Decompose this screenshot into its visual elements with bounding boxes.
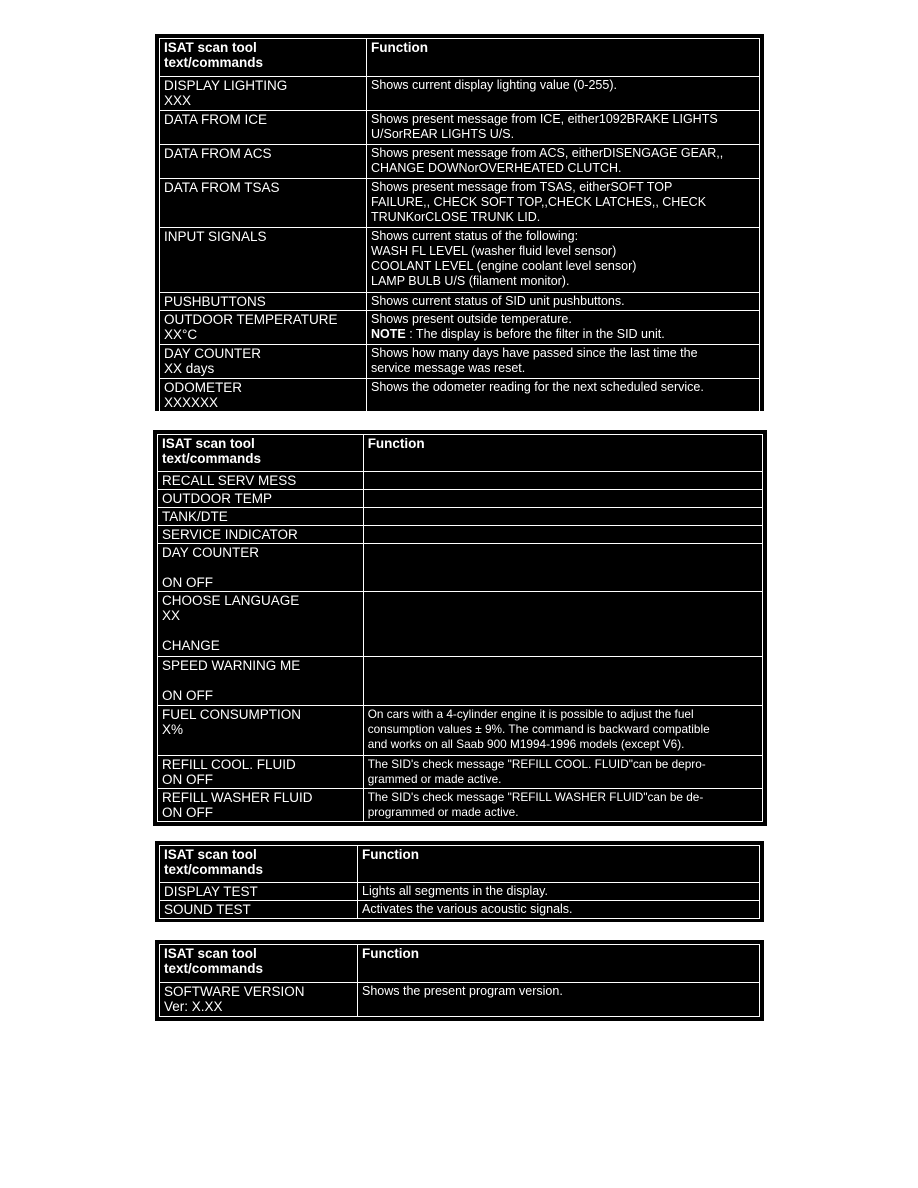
note-text: : The display is before the filter in the SID unit.	[405, 327, 665, 341]
command-cell: FUEL CONSUMPTION X%	[158, 705, 364, 755]
table-row	[160, 982, 760, 1016]
function-cell: On cars with a 4-cylinder engine it is possible to adjust the fuel consumption values ± 9%. The command is backward compatible and works on all Saab 900 M1994-1996 models (except V6).	[363, 705, 762, 755]
table-row	[158, 755, 763, 788]
function-cell: The SID's check message "REFILL WASHER FLUID"can be de- programmed or made active.	[363, 788, 762, 821]
command-cell: REFILL COOL. FLUID ON OFF	[158, 755, 364, 788]
scan-tool-table-3	[155, 841, 764, 922]
table-row	[160, 77, 760, 111]
command-cell: ODOMETER XXXXXX	[160, 379, 367, 413]
table-row	[158, 705, 763, 755]
table-row	[160, 293, 760, 311]
table-row	[158, 788, 763, 821]
header-command-cell: ISAT scan tool text/commands	[160, 846, 358, 883]
function-cell: Lights all segments in the display.	[358, 883, 760, 901]
function-cell	[363, 490, 762, 508]
table-row	[160, 345, 760, 379]
function-cell	[363, 526, 762, 544]
header-command-cell: ISAT scan tool text/commands	[160, 39, 367, 77]
command-cell: DISPLAY TEST	[160, 883, 358, 901]
function-cell: Shows the present program version.	[358, 982, 760, 1016]
note-label: NOTE	[371, 327, 406, 341]
function-cell	[363, 657, 762, 705]
command-cell: DATA FROM ACS	[160, 145, 367, 179]
table-row	[160, 311, 760, 345]
function-cell	[363, 592, 762, 657]
command-cell: DAY COUNTER ON OFF	[158, 544, 364, 592]
header-function-cell: Function	[367, 39, 760, 77]
command-cell: DATA FROM TSAS	[160, 179, 367, 228]
command-cell: PUSHBUTTONS	[160, 293, 367, 311]
function-cell: Shows present message from ACS, eitherDISENGAGE GEAR,, CHANGE DOWNorOVERHEATED CLUTCH.	[367, 145, 760, 179]
table-row	[160, 179, 760, 228]
command-cell: REFILL WASHER FLUID ON OFF	[158, 788, 364, 821]
function-cell: Shows current status of SID unit pushbuttons.	[367, 293, 760, 311]
table-row	[158, 508, 763, 526]
table-header-row	[160, 945, 760, 983]
function-cell: Shows present message from TSAS, eitherSOFT TOP FAILURE,, CHECK SOFT TOP,,CHECK LATCHES,, CHECK TRUNKorCLOSE TRUNK LID.	[367, 179, 760, 228]
scan-tool-table-1	[155, 34, 764, 411]
function-cell: Shows current display lighting value (0-255).	[367, 77, 760, 111]
table-header-row	[158, 435, 763, 472]
function-cell	[363, 508, 762, 526]
command-cell: SERVICE INDICATOR	[158, 526, 364, 544]
table-header-row	[160, 39, 760, 77]
command-cell: DATA FROM ICE	[160, 111, 367, 145]
command-cell: OUTDOOR TEMP	[158, 490, 364, 508]
command-cell: TANK/DTE	[158, 508, 364, 526]
table-row	[160, 883, 760, 901]
command-cell: INPUT SIGNALS	[160, 228, 367, 293]
function-cell	[363, 472, 762, 490]
table-row	[158, 472, 763, 490]
function-cell	[363, 544, 762, 592]
command-cell: RECALL SERV MESS	[158, 472, 364, 490]
function-cell: Shows present message from ICE, either1092BRAKE LIGHTS U/SorREAR LIGHTS U/S.	[367, 111, 760, 145]
header-command-cell: ISAT scan tool text/commands	[160, 945, 358, 983]
command-cell: SOFTWARE VERSION Ver: X.XX	[160, 982, 358, 1016]
table-row	[158, 526, 763, 544]
header-function-cell: Function	[358, 846, 760, 883]
command-cell: OUTDOOR TEMPERATURE XX°C	[160, 311, 367, 345]
scan-tool-table-2	[153, 430, 767, 826]
command-cell: DAY COUNTER XX days	[160, 345, 367, 379]
command-cell: SPEED WARNING ME ON OFF	[158, 657, 364, 705]
scan-tool-table-4	[155, 940, 764, 1021]
table-row	[160, 901, 760, 919]
table-row	[160, 145, 760, 179]
function-cell: Shows how many days have passed since the last time the service message was reset.	[367, 345, 760, 379]
function-cell: Shows present outside temperature. NOTE : The display is before the filter in the SID unit.	[367, 311, 760, 345]
header-command-cell: ISAT scan tool text/commands	[158, 435, 364, 472]
table-row	[160, 111, 760, 145]
function-cell: The SID's check message "REFILL COOL. FLUID"can be depro- grammed or made active.	[363, 755, 762, 788]
table-row	[158, 490, 763, 508]
table-row	[160, 228, 760, 293]
command-cell: CHOOSE LANGUAGE XX CHANGE	[158, 592, 364, 657]
table-row	[158, 544, 763, 592]
function-cell: Activates the various acoustic signals.	[358, 901, 760, 919]
table-row	[158, 657, 763, 705]
header-function-cell: Function	[358, 945, 760, 983]
table-header-row	[160, 846, 760, 883]
header-function-cell: Function	[363, 435, 762, 472]
table-row	[160, 379, 760, 413]
command-cell: DISPLAY LIGHTING XXX	[160, 77, 367, 111]
table-row	[158, 592, 763, 657]
function-cell: Shows the odometer reading for the next scheduled service.	[367, 379, 760, 413]
function-cell: Shows current status of the following: WASH FL LEVEL (washer fluid level sensor) COOLANT LEVEL (engine coolant level sensor) LAMP BULB U/S (filament monitor).	[367, 228, 760, 293]
command-cell: SOUND TEST	[160, 901, 358, 919]
